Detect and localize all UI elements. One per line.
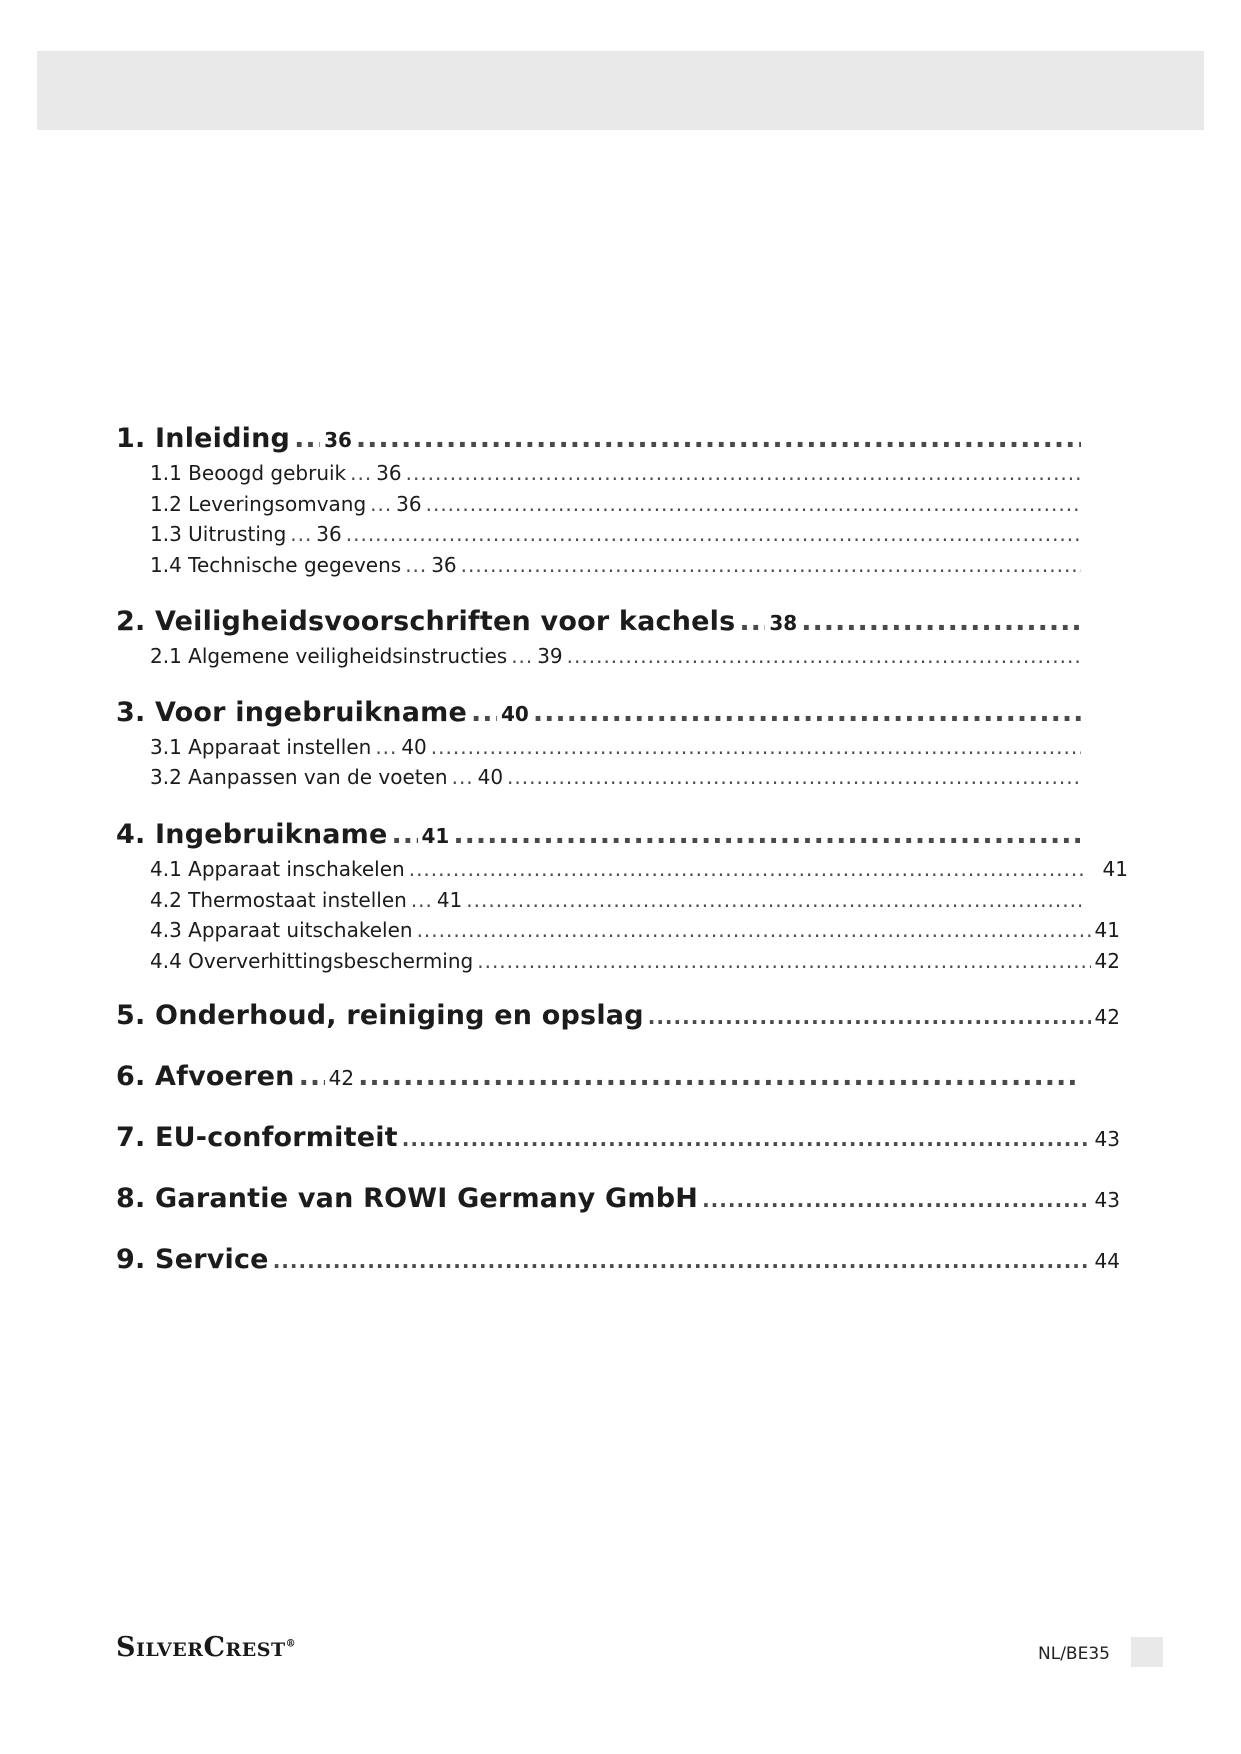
toc-dots xyxy=(739,606,765,637)
toc-entry-3[interactable] xyxy=(116,697,1085,728)
toc-entry-label: 2. Veiligheidsvoorschriften voor kachels xyxy=(116,606,736,637)
toc-dots xyxy=(356,423,1081,454)
toc-dots xyxy=(358,1061,1081,1092)
toc-dots xyxy=(411,888,433,912)
toc-entry-page: 36 xyxy=(396,492,422,516)
toc-entry-page: 36 xyxy=(376,461,402,485)
toc-entry-page: 43 xyxy=(1094,1127,1120,1151)
toc-entry-label: 1.1 Beoogd gebruik xyxy=(150,461,347,485)
toc-dots xyxy=(461,553,1081,577)
toc-entry-page: 36 xyxy=(431,553,457,577)
toc-dots xyxy=(409,857,1087,881)
toc-entry-3-1[interactable] xyxy=(150,735,1085,759)
toc-entry-label: 7. EU-conformiteit xyxy=(116,1122,398,1153)
toc-entry-page: 40 xyxy=(477,765,504,789)
toc-dots xyxy=(511,644,533,668)
toc-entry-label: 5. Onderhoud, reiniging en opslag xyxy=(116,1000,644,1031)
toc-entry-page: 40 xyxy=(401,735,427,759)
toc-entry-label: 6. Afvoeren xyxy=(116,1061,295,1092)
toc-dots xyxy=(648,1005,1091,1029)
toc-entry-page: 41 xyxy=(1094,918,1120,942)
toc-entry-label: 2.1 Algemene veiligheidsinstructies xyxy=(150,644,508,668)
toc-entry-page: 36 xyxy=(316,522,342,546)
toc-entry-page: 38 xyxy=(769,611,798,635)
toc-entry-4[interactable] xyxy=(116,819,1085,850)
toc-entry-label: 3.2 Aanpassen van de voeten xyxy=(150,765,448,789)
toc-entry-page: 39 xyxy=(537,644,563,668)
toc-dots xyxy=(375,735,397,759)
toc-entry-9[interactable] xyxy=(116,1244,1120,1275)
toc-dots xyxy=(471,697,497,728)
toc-dots xyxy=(273,1249,1091,1273)
toc-entry-2[interactable] xyxy=(116,606,1085,637)
toc-entry-label: 1. Inleiding xyxy=(116,423,291,454)
toc-entry-label: 4. Ingebruikname xyxy=(116,819,388,850)
toc-entry-page: 36 xyxy=(324,428,352,452)
toc-dots xyxy=(702,1188,1090,1212)
toc-dots xyxy=(477,949,1090,973)
toc-entry-label: 4.3 Apparaat uitschakelen xyxy=(150,918,413,942)
toc-entry-1-2[interactable] xyxy=(150,492,1085,516)
toc-entry-8[interactable] xyxy=(116,1183,1120,1214)
header-band xyxy=(37,51,1204,130)
toc-dots xyxy=(294,423,320,454)
toc-dots xyxy=(431,735,1081,759)
toc-dots xyxy=(533,697,1081,728)
registered-mark: ® xyxy=(285,1638,297,1650)
toc-entry-label: 4.1 Apparaat inschakelen xyxy=(150,857,405,881)
toc-entry-label: 1.2 Leveringsomvang xyxy=(150,492,367,516)
toc-entry-page: 41 xyxy=(421,824,450,848)
toc-dots xyxy=(290,522,312,546)
toc-entry-5[interactable] xyxy=(116,1000,1120,1031)
toc-dots xyxy=(406,461,1081,485)
toc-entry-1-3[interactable] xyxy=(150,522,1085,546)
toc-entry-page: 41 xyxy=(436,888,463,912)
toc-dots xyxy=(350,461,372,485)
toc-entry-3-2[interactable] xyxy=(150,765,1085,789)
brand-name: SilverCrest xyxy=(116,1632,286,1663)
toc-dots xyxy=(402,1127,1091,1151)
toc-dots xyxy=(299,1061,325,1092)
toc-entry-label: 3. Voor ingebruikname xyxy=(116,697,467,728)
toc-dots xyxy=(452,765,474,789)
toc-entry-label: 8. Garantie van ROWI Germany GmbH xyxy=(116,1183,699,1214)
toc-entry-page: 43 xyxy=(1094,1188,1120,1212)
toc-dots xyxy=(801,606,1081,637)
toc-entry-page: 40 xyxy=(500,702,529,726)
toc-entry-page: 42 xyxy=(1094,949,1120,973)
toc-entry-label: 4.2 Thermostaat instellen xyxy=(150,888,407,912)
toc-dots xyxy=(507,765,1081,789)
toc-entry-6[interactable] xyxy=(116,1061,1085,1092)
toc-entry-page: 42 xyxy=(328,1066,355,1090)
toc-entry-7[interactable] xyxy=(116,1122,1120,1153)
toc-dots xyxy=(370,492,392,516)
toc-entry-label: 9. Service xyxy=(116,1244,269,1275)
toc-dots xyxy=(567,644,1081,668)
toc-entry-4-3[interactable] xyxy=(150,918,1120,942)
toc-entry-label: 1.3 Uitrusting xyxy=(150,522,287,546)
toc-entry-page: 42 xyxy=(1094,1005,1120,1029)
toc-entry-4-2[interactable] xyxy=(150,888,1085,912)
silvercrest-logo xyxy=(116,1632,296,1663)
toc-dots xyxy=(405,553,427,577)
page-tab-marker xyxy=(1131,1637,1163,1667)
toc-entry-4-1[interactable] xyxy=(150,857,1128,881)
toc-dots xyxy=(426,492,1081,516)
toc-entry-1-1[interactable] xyxy=(150,461,1085,485)
toc-dots xyxy=(453,819,1081,850)
toc-dots xyxy=(466,888,1081,912)
page-number: NL/BE35 xyxy=(1038,1644,1110,1664)
toc-entry-page: 41 xyxy=(1102,857,1128,881)
toc-entry-1[interactable] xyxy=(116,423,1085,454)
toc-entry-label: 3.1 Apparaat instellen xyxy=(150,735,372,759)
toc-entry-label: 1.4 Technische gegevens xyxy=(150,553,402,577)
toc-entry-label: 4.4 Oververhittingsbescherming xyxy=(150,949,474,973)
toc-dots xyxy=(346,522,1081,546)
toc-entry-1-4[interactable] xyxy=(150,553,1085,577)
toc-entry-page: 44 xyxy=(1094,1249,1120,1273)
toc-entry-4-4[interactable] xyxy=(150,949,1120,973)
toc-dots xyxy=(417,918,1091,942)
toc-dots xyxy=(392,819,418,850)
toc-entry-2-1[interactable] xyxy=(150,644,1085,668)
